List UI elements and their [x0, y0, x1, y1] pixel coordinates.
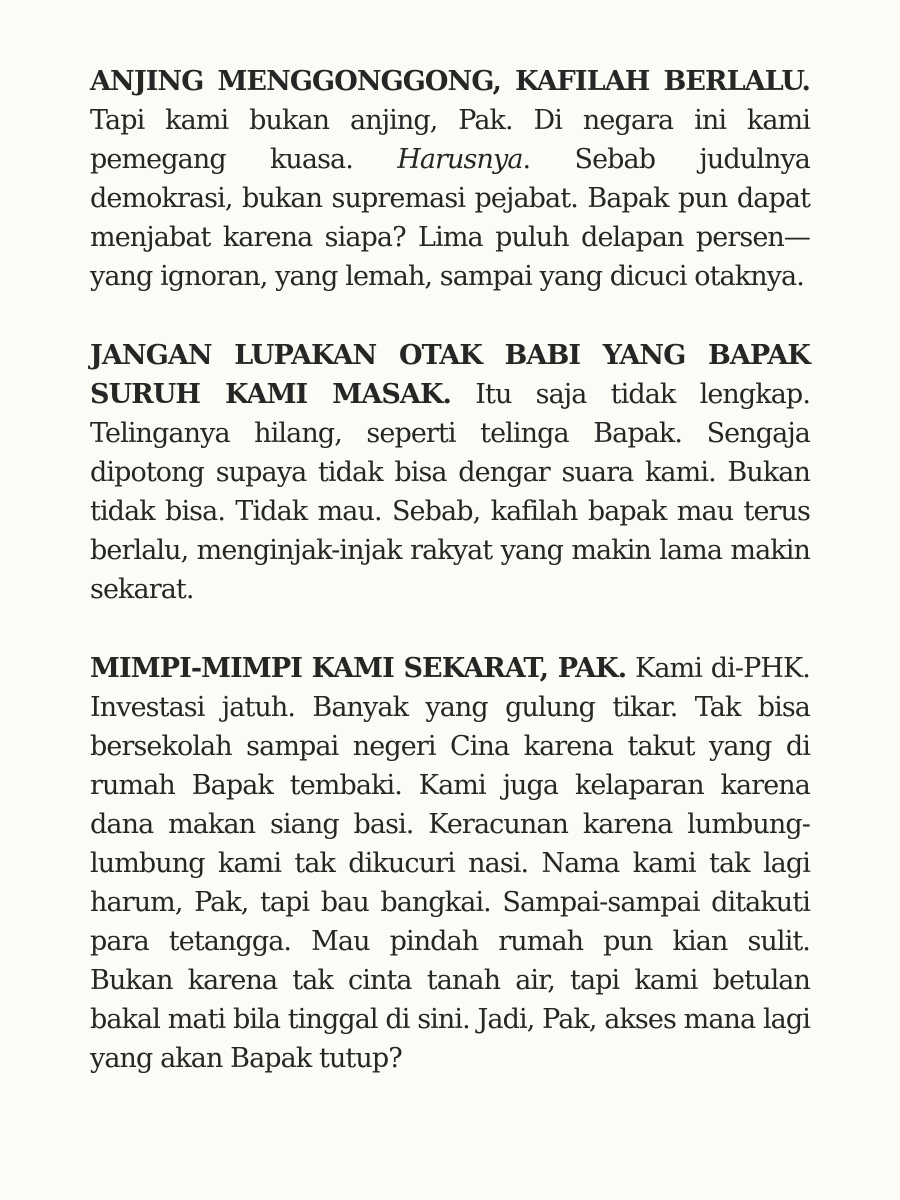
paragraph-1-text-b: . Sebab judulnya demokrasi, bukan supremasi pejabat. Bapak pun dapat menjabat karena siapa? Lima puluh delapan persen—yang ignoran, yang lemah, sampai yang dicuci otaknya. [90, 144, 810, 292]
paragraph-1 [90, 62, 810, 296]
paragraph-3 [90, 649, 810, 1078]
paragraph-3-text: Kami di-PHK. Investasi jatuh. Banyak yang gulung tikar. Tak bisa bersekolah sampai negeri Cina karena takut yang di rumah Bapak tembaki. Kami juga kelaparan karena dana makan siang basi. Keracunan karena lumbung-lumbung kami tak dikucuri nasi. Nama kami tak lagi harum, Pak, tapi bau bangkai. Sampai-sampai ditakuti para tetangga. Mau pindah rumah pun kian sulit. Bukan karena tak cinta tanah air, tapi kami betulan bakal mati bila tinggal di sini. Jadi, Pak, akses mana lagi yang akan Bapak tutup? [90, 653, 810, 1074]
paragraph-2 [90, 336, 810, 609]
paragraph-2-lead: JANGAN LUPAKAN OTAK BABI YANG BAPAK SURUH KAMI MASAK. [90, 340, 810, 410]
paragraph-1-emphasis: Harusnya [397, 144, 523, 175]
paragraph-3-lead: MIMPI-MIMPI KAMI SEKARAT, PAK. [90, 653, 627, 684]
paragraph-1-text-a: Tapi kami bukan anjing, Pak. Di negara ini kami pemegang kuasa. [90, 105, 810, 175]
paragraph-2-text: Itu saja tidak lengkap. Telinganya hilang, seperti telinga Bapak. Sengaja dipotong supaya tidak bisa dengar suara kami. Bukan tidak bisa. Tidak mau. Sebab, kafilah bapak mau terus berlalu, menginjak-injak rakyat yang makin lama makin sekarat. [90, 379, 810, 605]
paragraph-1-lead: ANJING MENGGONGGONG, KAFILAH BERLALU. [90, 66, 810, 97]
